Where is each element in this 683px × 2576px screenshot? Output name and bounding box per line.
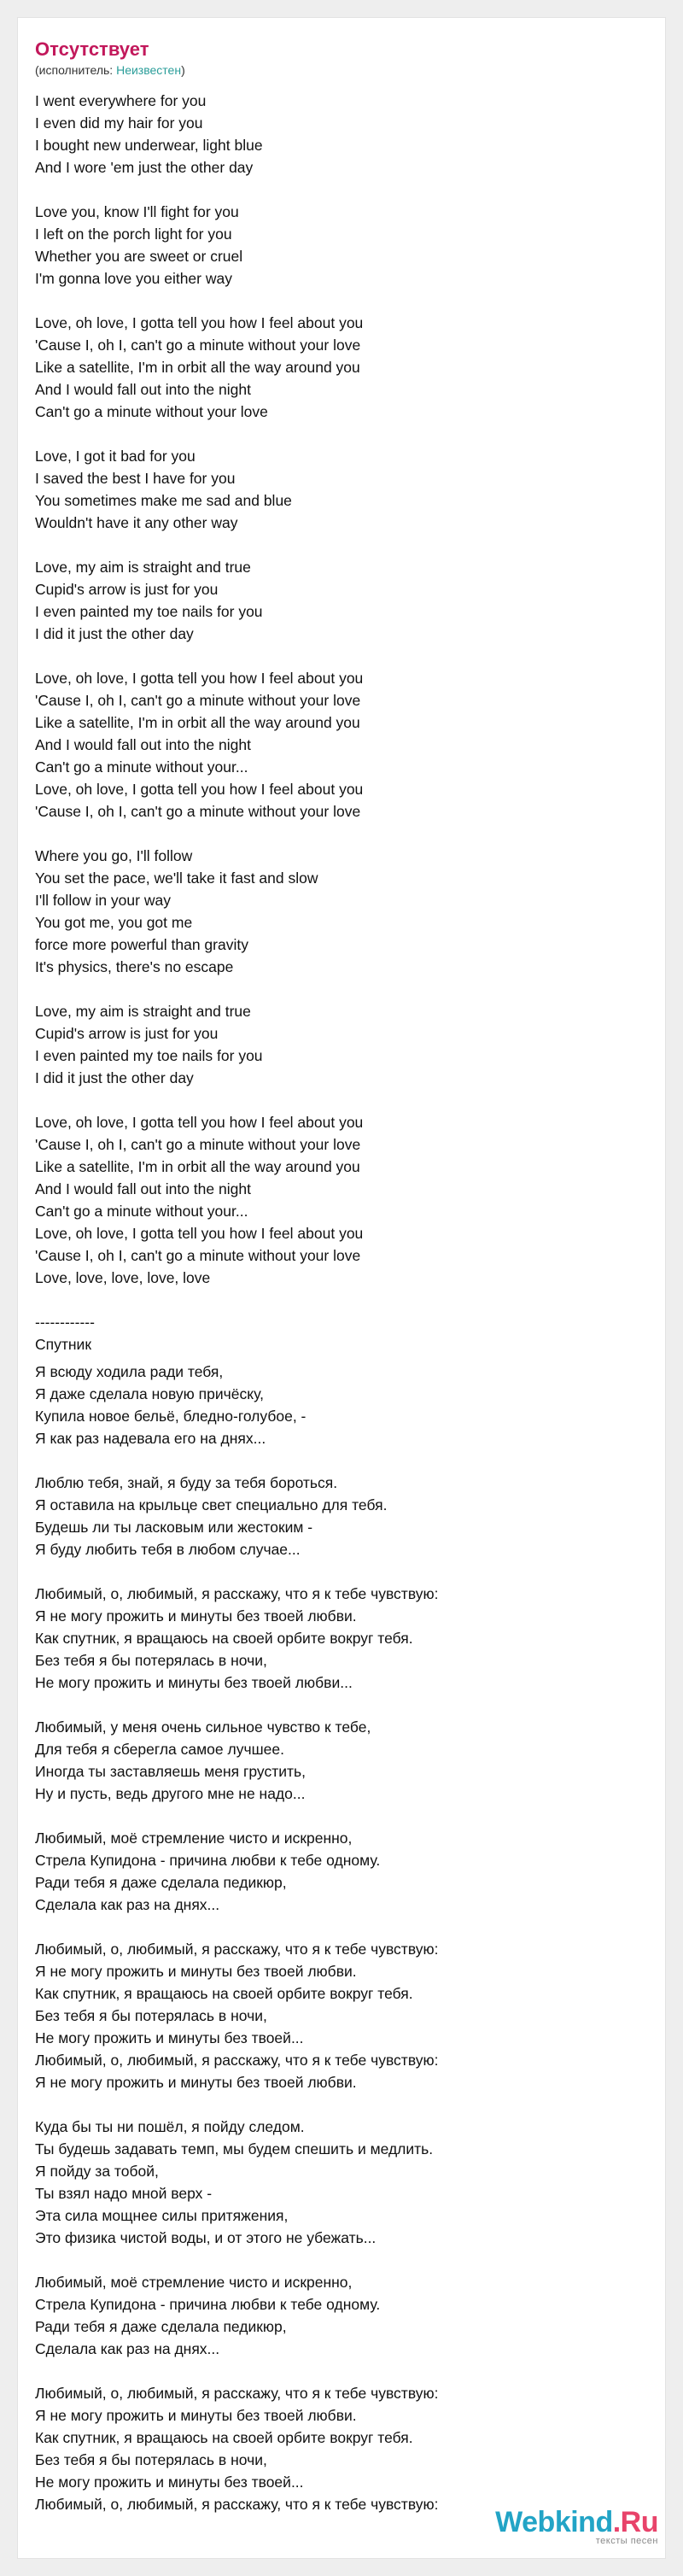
stanza [35,2382,633,2515]
performer-suffix: ) [181,63,185,77]
lyric-line: Сделала как раз на днях... [35,1896,220,1913]
lyric-line: I went everywhere for you [35,92,207,109]
lyric-line: And I would fall out into the night [35,736,251,753]
lyric-line: Ради тебя я даже сделала педикюр, [35,1874,287,1891]
lyric-line: ------------ [35,1314,95,1331]
lyric-line: Куда бы ты ни пошёл, я пойду следом. [35,2118,305,2135]
lyric-line: Любимый, о, любимый, я расскажу, что я к тебе чувствую: [35,2052,439,2069]
performer-line [35,62,185,78]
lyric-line: Любимый, о, любимый, я расскажу, что я к тебе чувствую: [35,2496,439,2513]
lyric-line: Я не могу прожить и минуты без твоей любви. [35,2407,357,2424]
lyric-line: Love, I got it bad for you [35,448,196,465]
lyric-line: Любимый, о, любимый, я расскажу, что я к тебе чувствую: [35,1585,439,1602]
lyric-line: I did it just the other day [35,625,194,642]
stanza [35,667,633,823]
lyric-line: Я всюду ходила ради тебя, [35,1363,224,1380]
lyric-line: Ты взял надо мной верх - [35,2185,213,2202]
lyric-line: You set the pace, we'll take it fast and slow [35,869,318,887]
lyric-line: force more powerful than gravity [35,936,248,953]
logo-tagline: тексты песен [595,2536,658,2546]
lyric-line: 'Cause I, oh I, can't go a minute without your love [35,803,361,820]
lyric-line: I saved the best I have for you [35,470,236,487]
lyric-line: I even painted my toe nails for you [35,603,263,620]
lyric-line: Love, my aim is straight and true [35,559,251,576]
lyric-line: Стрела Купидона - причина любви к тебе одному. [35,2296,381,2313]
lyric-line: Я не могу прожить и минуты без твоей любви. [35,1963,357,1980]
lyric-line: Я буду любить тебя в любом случае... [35,1541,301,1558]
lyric-line: Как спутник, я вращаюсь на своей орбите вокруг тебя. [35,1985,413,2002]
lyrics-card [17,17,666,2559]
stanza [35,1000,633,1089]
lyric-line: Love, my aim is straight and true [35,1003,251,1020]
lyric-line: I even painted my toe nails for you [35,1047,263,1064]
lyric-line: Любимый, о, любимый, я расскажу, что я к тебе чувствую: [35,2385,439,2402]
song-header [35,38,185,78]
lyric-line: Любимый, моё стремление чисто и искренно, [35,2274,353,2291]
stanza [35,556,633,645]
lyric-line: Love, oh love, I gotta tell you how I feel about you [35,781,364,798]
stanza [35,845,633,978]
lyric-line: Я оставила на крыльце свет специально для тебя. [35,1496,388,1513]
lyric-line: And I would fall out into the night [35,1180,251,1197]
stanza [35,1311,633,1355]
stanza [35,2271,633,2360]
lyric-line: Эта сила мощнее силы притяжения, [35,2207,289,2224]
lyric-line: You sometimes make me sad and blue [35,492,292,509]
lyric-line: Love, oh love, I gotta tell you how I feel about you [35,1225,364,1242]
lyric-line: Whether you are sweet or cruel [35,248,243,265]
lyric-line: Я не могу прожить и минуты без твоей любви. [35,2074,357,2091]
stanza [35,1716,633,1805]
lyric-line: And I wore 'em just the other day [35,159,254,176]
performer-link[interactable]: Неизвестен [116,63,182,77]
lyric-line: Я даже сделала новую причёску, [35,1385,264,1402]
lyric-line: Cupid's arrow is just for you [35,1025,219,1042]
lyric-line: Любимый, моё стремление чисто и искренно, [35,1830,353,1847]
lyric-line: You got me, you got me [35,914,193,931]
lyric-line: Люблю тебя, знай, я буду за тебя бороться. [35,1474,338,1491]
lyric-line: Сделала как раз на днях... [35,2340,220,2357]
lyric-line: 'Cause I, oh I, can't go a minute without your love [35,692,361,709]
lyric-line: I bought new underwear, light blue [35,137,263,154]
lyric-line: Ну и пусть, ведь другого мне не надо... [35,1785,306,1802]
lyric-line: And I would fall out into the night [35,381,251,398]
lyric-line: 'Cause I, oh I, can't go a minute without your love [35,337,361,354]
lyric-line: Это физика чистой воды, и от этого не убежать... [35,2229,377,2246]
lyric-line: Love, love, love, love, love [35,1269,211,1286]
lyric-line: Без тебя я бы потерялась в ночи, [35,2451,267,2468]
performer-prefix: (исполнитель: [35,63,117,77]
lyric-line: Wouldn't have it any other way [35,514,238,531]
lyric-line: Я пойду за тобой, [35,2163,159,2180]
stanza [35,90,633,179]
lyric-line: Я не могу прожить и минуты без твоей любви. [35,1607,357,1625]
stanza [35,1583,633,1694]
lyric-line: Без тебя я бы потерялась в ночи, [35,2007,267,2024]
logo-text: Webkind.Ru [495,2506,658,2538]
lyric-line: Иногда ты заставляешь меня грустить, [35,1763,306,1780]
lyric-line: 'Cause I, oh I, can't go a minute without your love [35,1136,361,1153]
lyric-line: Where you go, I'll follow [35,847,193,864]
lyric-line: Будешь ли ты ласковым или жестоким - [35,1519,313,1536]
lyric-line: I did it just the other day [35,1069,194,1086]
lyric-line: Like a satellite, I'm in orbit all the way around you [35,1158,360,1175]
stanza [35,201,633,290]
lyric-line: Без тебя я бы потерялась в ночи, [35,1652,267,1669]
lyric-line: Я как раз надевала его на днях... [35,1430,266,1447]
lyric-line: 'Cause I, oh I, can't go a minute without your love [35,1247,361,1264]
lyrics-text [35,90,633,2538]
lyric-line: Не могу прожить и минуты без твоей... [35,2029,304,2046]
lyric-line: Ты будешь задавать темп, мы будем спешить и медлить. [35,2140,434,2157]
lyric-line: I'll follow in your way [35,892,171,909]
lyric-line: I'm gonna love you either way [35,270,232,287]
stanza [35,1111,633,1289]
lyric-line: Like a satellite, I'm in orbit all the way around you [35,359,360,376]
stanza [35,1938,633,2093]
lyric-line: I left on the porch light for you [35,225,232,243]
lyric-line: Купила новое бельё, бледно-голубое, - [35,1408,306,1425]
stanza [35,445,633,534]
lyric-line: Как спутник, я вращаюсь на своей орбите вокруг тебя. [35,1630,413,1647]
lyric-line: Love, oh love, I gotta tell you how I feel about you [35,314,364,331]
stanza [35,2116,633,2249]
lyric-line: Love you, know I'll fight for you [35,203,239,220]
lyric-line: Не могу прожить и минуты без твоей... [35,2474,304,2491]
lyric-line: Love, oh love, I gotta tell you how I feel about you [35,670,364,687]
lyric-line: Как спутник, я вращаюсь на своей орбите вокруг тебя. [35,2429,413,2446]
lyric-line: I even did my hair for you [35,114,203,132]
lyric-line: Ради тебя я даже сделала педикюр, [35,2318,287,2335]
song-title: Отсутствует [35,38,149,60]
stanza [35,1361,633,1449]
site-logo[interactable] [495,2507,658,2546]
lyric-line: Love, oh love, I gotta tell you how I feel about you [35,1114,364,1131]
lyric-line: Like a satellite, I'm in orbit all the way around you [35,714,360,731]
lyric-line: Любимый, у меня очень сильное чувство к тебе, [35,1718,371,1736]
lyric-line: Can't go a minute without your... [35,1203,248,1220]
lyric-line: Стрела Купидона - причина любви к тебе одному. [35,1852,381,1869]
lyric-line: Cupid's arrow is just for you [35,581,219,598]
lyric-line: Любимый, о, любимый, я расскажу, что я к тебе чувствую: [35,1941,439,1958]
lyric-line: Не могу прожить и минуты без твоей любви... [35,1674,353,1691]
lyric-line: Can't go a minute without your love [35,403,268,420]
stanza [35,312,633,423]
lyric-line: Can't go a minute without your... [35,758,248,776]
lyric-line: Спутник [35,1336,91,1353]
lyric-line: Для тебя я сберегла самое лучшее. [35,1741,284,1758]
stanza [35,1827,633,1916]
lyric-line: It's physics, there's no escape [35,958,234,975]
stanza [35,1472,633,1560]
